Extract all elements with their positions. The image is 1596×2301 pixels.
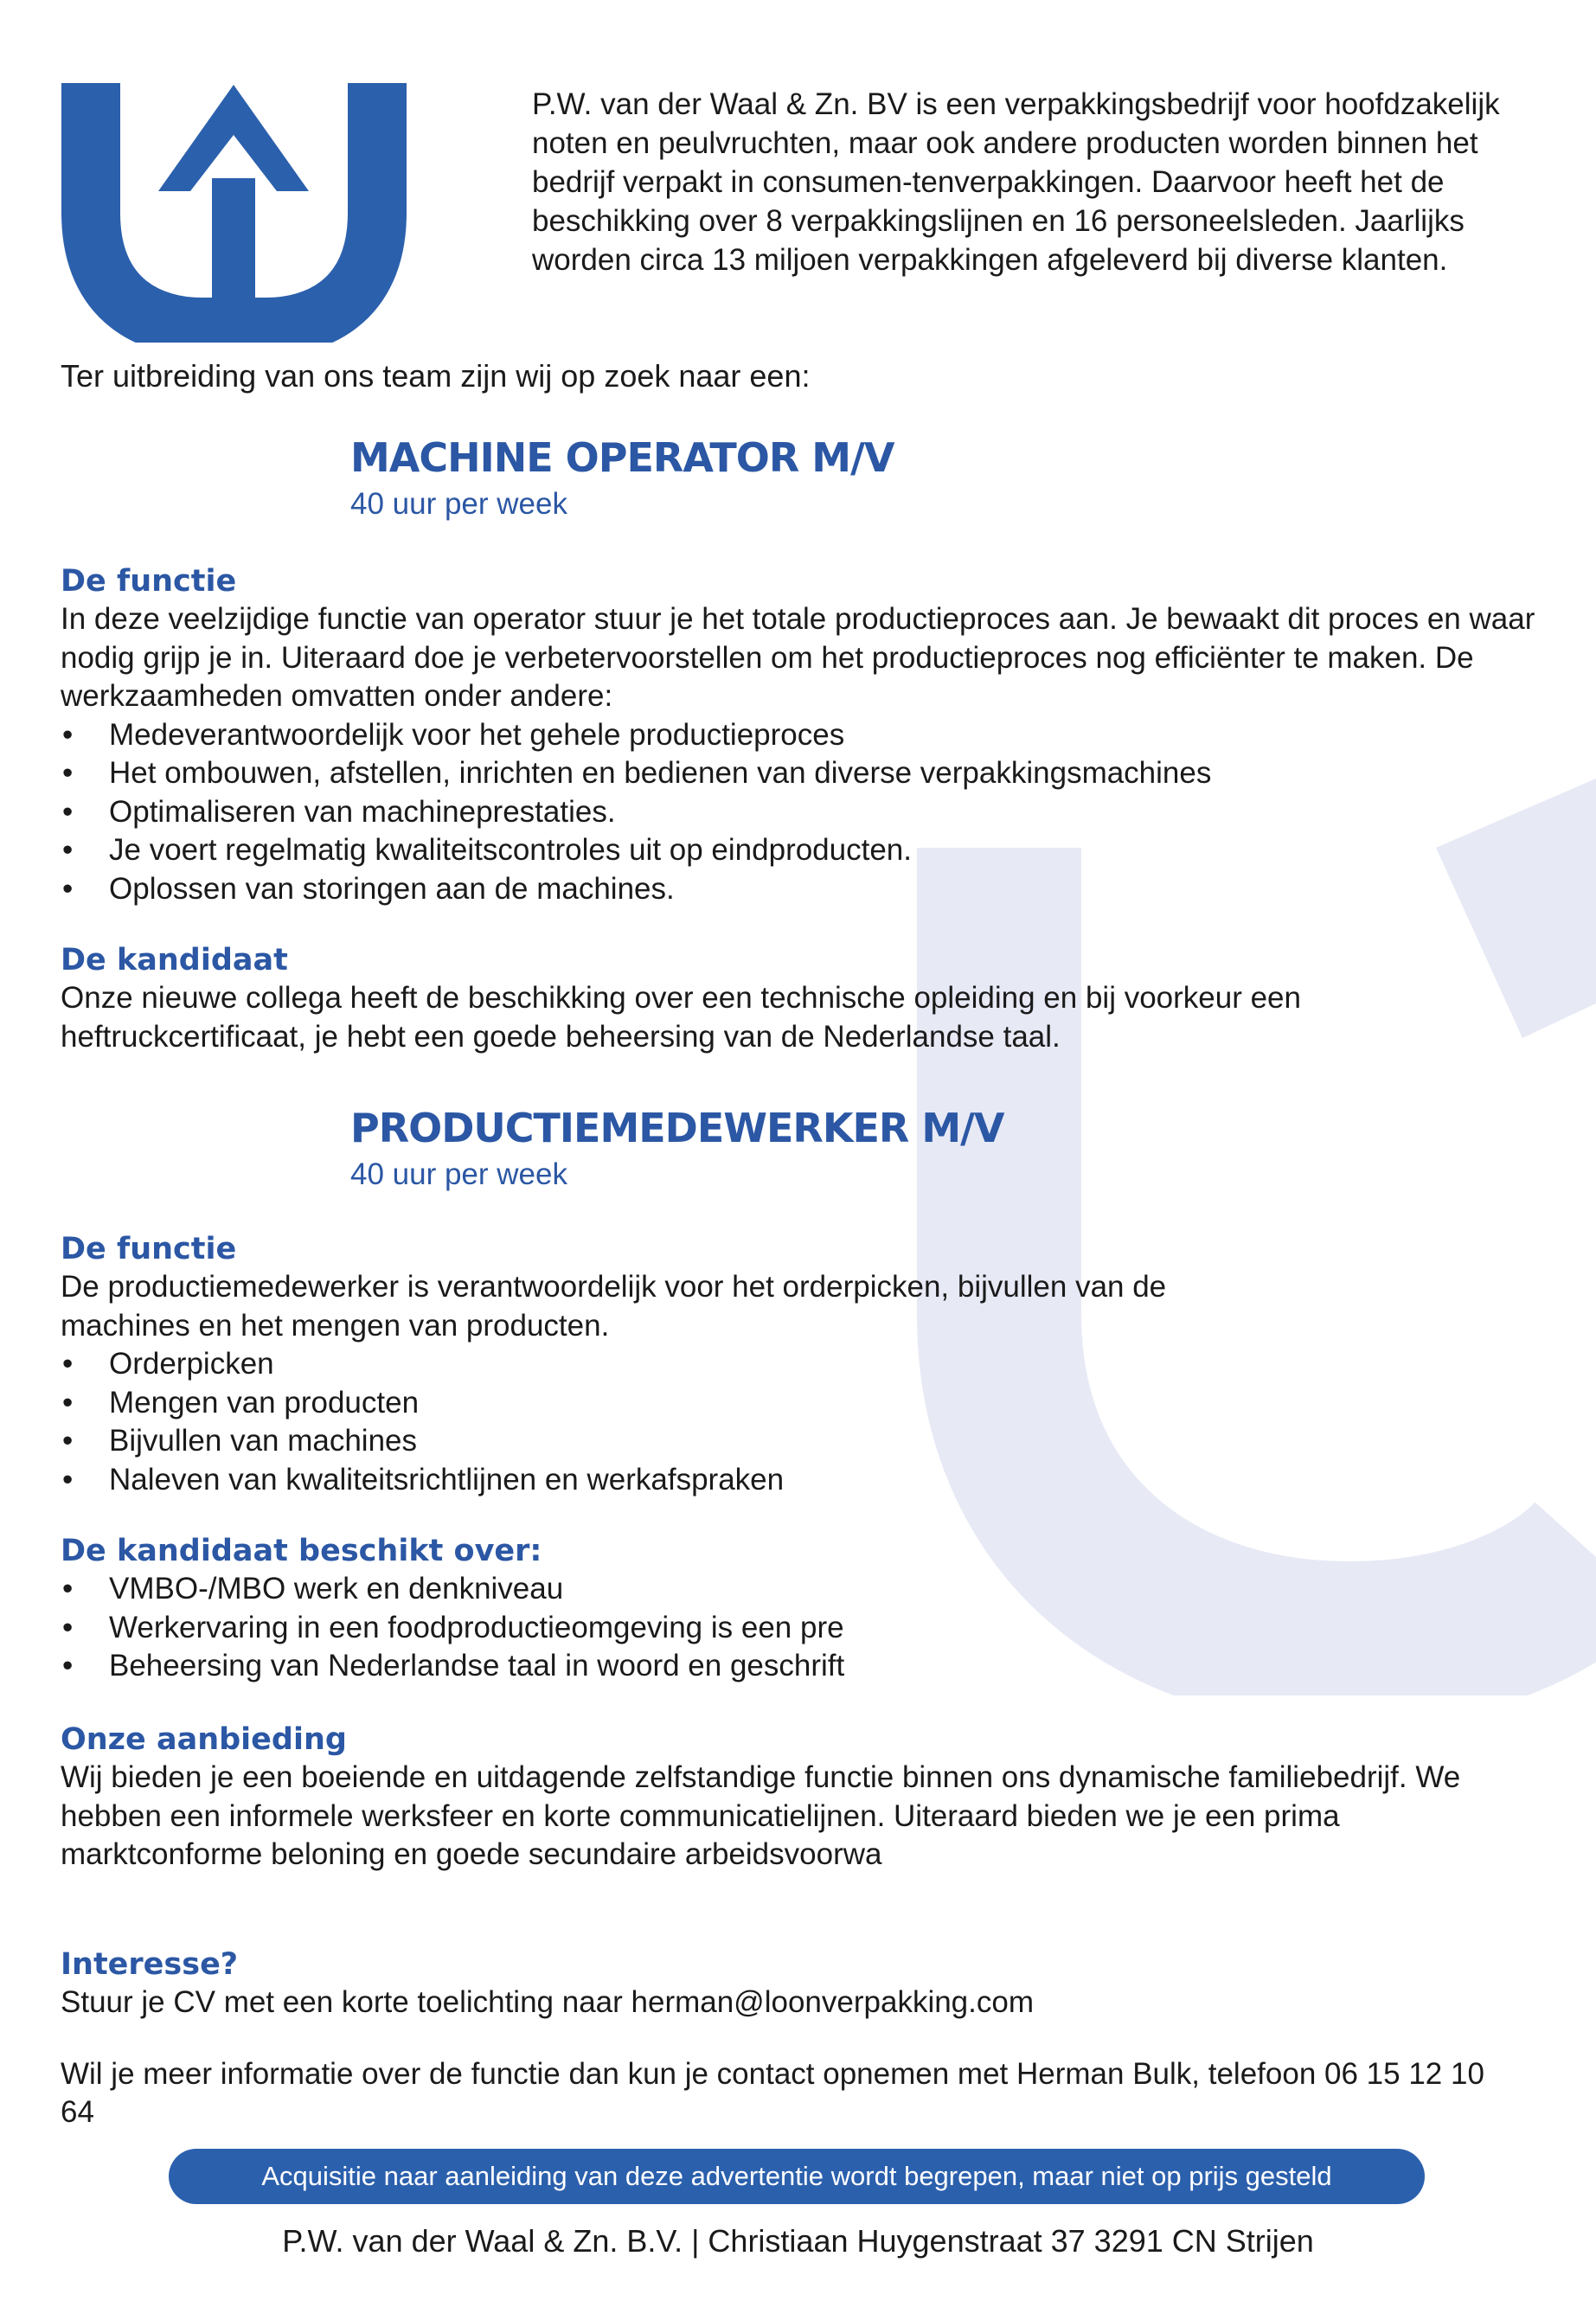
job2-task-list bbox=[61, 1345, 1548, 1499]
company-intro: P.W. van der Waal & Zn. BV is een verpakkingsbedrijf voor hoofdzakelijk noten en peulvruchten, maar ook andere producten worden binnen het bedrijf verpakt in consumen-tenverpakkingen. Daarvoor heeft het de beschikking over 8 verpakkingslijnen en 16 personeelsleden. Jaarlijks worden circa 13 miljoen verpakkingen afgeleverd bij diverse klanten. bbox=[532, 87, 1500, 277]
job1-candidate-section bbox=[61, 941, 1548, 1056]
acquisition-banner: Acquisitie naar aanleiding van deze advertentie wordt begrepen, maar niet op prijs gesteld bbox=[169, 2149, 1425, 2204]
contact-text: Wil je meer informatie over de functie dan kun je contact opnemen met Herman Bulk, telefoon 06 15 12 10 64 bbox=[61, 2056, 1484, 2129]
list-item: • Beheersing van Nederlandse taal in woord en geschrift bbox=[61, 1647, 1548, 1686]
job1-hours: 40 uur per week bbox=[350, 487, 567, 521]
interest-section bbox=[61, 1945, 1548, 2132]
list-item: • Medeverantwoordelijk voor het gehele productieproces bbox=[61, 716, 1548, 755]
list-item: • Oplossen van storingen aan de machines. bbox=[61, 870, 1548, 909]
job2-hours: 40 uur per week bbox=[350, 1157, 567, 1191]
list-item: • Optimaliseren van machineprestaties. bbox=[61, 793, 1548, 832]
offer-text: Wij bieden je een boeiende en uitdagende zelfstandige functie binnen ons dynamische familiebedrijf. We hebben een informele werksfeer en korte communicatielijnen. Uiteraard bieden we je een prima marktconforme beloning en goede secundaire arbeidsvoorwa bbox=[61, 1760, 1461, 1871]
job1-function-heading: De functie bbox=[61, 564, 237, 599]
offer-heading: Onze aanbieding bbox=[61, 1722, 347, 1757]
interest-text: Stuur je CV met een korte toelichting naar herman@loonverpakking.com bbox=[61, 1985, 1034, 2019]
company-logo-icon bbox=[59, 74, 409, 343]
offer-section bbox=[61, 1721, 1548, 1875]
list-item: • Bijvullen van machines bbox=[61, 1422, 1548, 1461]
job1-task-list bbox=[61, 716, 1548, 909]
list-item: • Naleven van kwaliteitsrichtlijnen en werkafspraken bbox=[61, 1461, 1548, 1500]
job2-title: PRODUCTIEMEDEWERKER M/V bbox=[350, 1105, 1004, 1151]
job2-function-section bbox=[61, 1230, 1548, 1499]
job2-function-text: De productiemedewerker is verantwoordelijk voor het orderpicken, bijvullen van de machines en het mengen van producten. bbox=[61, 1270, 1167, 1343]
vacancy-lead: Ter uitbreiding van ons team zijn wij op zoek naar een: bbox=[61, 358, 811, 394]
job1-candidate-text: Onze nieuwe collega heeft de beschikking over een technische opleiding en bij voorkeur een heftruckcertificaat, je hebt een goede beheersing van de Nederlandse taal. bbox=[61, 981, 1301, 1054]
job1-title: MACHINE OPERATOR M/V bbox=[350, 434, 894, 481]
job1-candidate-heading: De kandidaat bbox=[61, 943, 288, 977]
list-item: • Je voert regelmatig kwaliteitscontroles uit op eindproducten. bbox=[61, 831, 1548, 870]
list-item: • Mengen van producten bbox=[61, 1384, 1548, 1423]
list-item: • VMBO-/MBO werk en denkniveau bbox=[61, 1570, 1548, 1609]
list-item: • Het ombouwen, afstellen, inrichten en bedienen van diverse verpakkingsmachines bbox=[61, 754, 1548, 793]
job1-function-text: In deze veelzijdige functie van operator stuur je het totale productieproces aan. Je bewaakt dit proces en waar nodig grijp je in. Uiteraard doe je verbetervoorstellen om het productieproces nog efficiënter te maken. De werkzaamheden omvatten onder andere: bbox=[61, 602, 1535, 713]
job1-function-section bbox=[61, 562, 1548, 908]
job2-candidate-section bbox=[61, 1532, 1548, 1686]
footer-address: P.W. van der Waal & Zn. B.V. | Christiaan Huygenstraat 37 3291 CN Strijen bbox=[282, 2223, 1314, 2259]
job2-function-heading: De functie bbox=[61, 1232, 237, 1266]
job2-candidate-heading: De kandidaat beschikt over: bbox=[61, 1534, 542, 1568]
job2-candidate-list bbox=[61, 1570, 1548, 1686]
interest-heading: Interesse? bbox=[61, 1947, 239, 1982]
list-item: • Werkervaring in een foodproductieomgeving is een pre bbox=[61, 1609, 1548, 1648]
list-item: • Orderpicken bbox=[61, 1345, 1548, 1384]
